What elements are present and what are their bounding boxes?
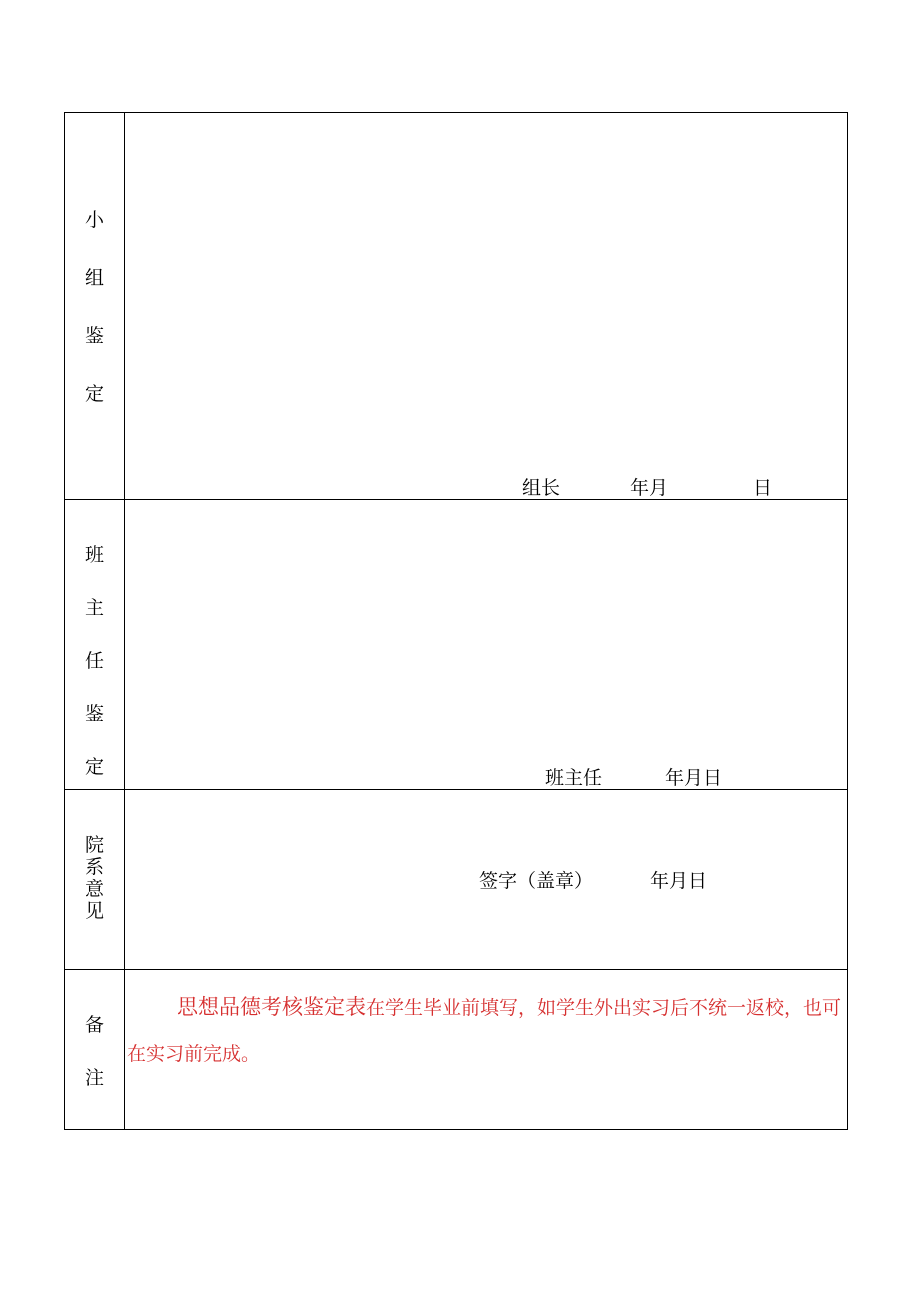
- signature-role-seal: 签字（盖章）: [479, 870, 594, 892]
- label-char: 任: [84, 650, 104, 672]
- signature-role-class-teacher: 班主任: [545, 767, 603, 789]
- vertical-label: [65, 834, 124, 922]
- vertical-label: [65, 1010, 124, 1090]
- vertical-label: [65, 540, 124, 779]
- group-appraisal-content-area[interactable]: [125, 113, 847, 499]
- label-cell-remarks: [65, 970, 125, 1129]
- row-remarks: [65, 970, 847, 1129]
- vertical-label: [65, 205, 124, 406]
- label-char: 主: [84, 597, 104, 619]
- label-char: 组: [84, 267, 104, 289]
- row-department-opinion: [65, 790, 847, 970]
- label-char: 意: [84, 878, 104, 900]
- signature-date: 年月日: [650, 870, 708, 892]
- label-cell-class-teacher: [65, 500, 125, 789]
- row-group-appraisal: [65, 113, 847, 500]
- signature-role-group-leader: 组长: [522, 477, 561, 499]
- label-char: 定: [84, 383, 104, 405]
- label-char: 鉴: [84, 325, 104, 347]
- label-char: 系: [84, 856, 104, 878]
- signature-date: 年月日: [665, 767, 723, 789]
- label-char: 鉴: [84, 703, 104, 725]
- label-char: 小: [84, 209, 104, 231]
- label-char: 见: [84, 900, 104, 922]
- signature-date-day: 日: [753, 477, 773, 499]
- remarks-content-area: [125, 970, 847, 1129]
- remark-lead: 思想品德考核鉴定表: [177, 995, 366, 1019]
- label-char: 班: [84, 544, 104, 566]
- label-cell-department: [65, 790, 125, 969]
- label-char: 注: [84, 1067, 104, 1089]
- signature-date-year-month: 年月: [630, 477, 669, 499]
- label-char: 院: [84, 834, 104, 856]
- row-class-teacher-appraisal: [65, 500, 847, 790]
- class-teacher-content-area[interactable]: [125, 500, 847, 789]
- department-content-area[interactable]: [125, 790, 847, 969]
- appraisal-form-table: [64, 112, 848, 1130]
- label-cell-group-appraisal: [65, 113, 125, 499]
- label-char: 备: [84, 1014, 104, 1036]
- remark-rest: 在学生毕业前填写，如学生外出实习后不统一返校，也可在实习前完成。: [127, 997, 842, 1065]
- remark-text: [127, 984, 841, 1077]
- label-char: 定: [84, 756, 104, 778]
